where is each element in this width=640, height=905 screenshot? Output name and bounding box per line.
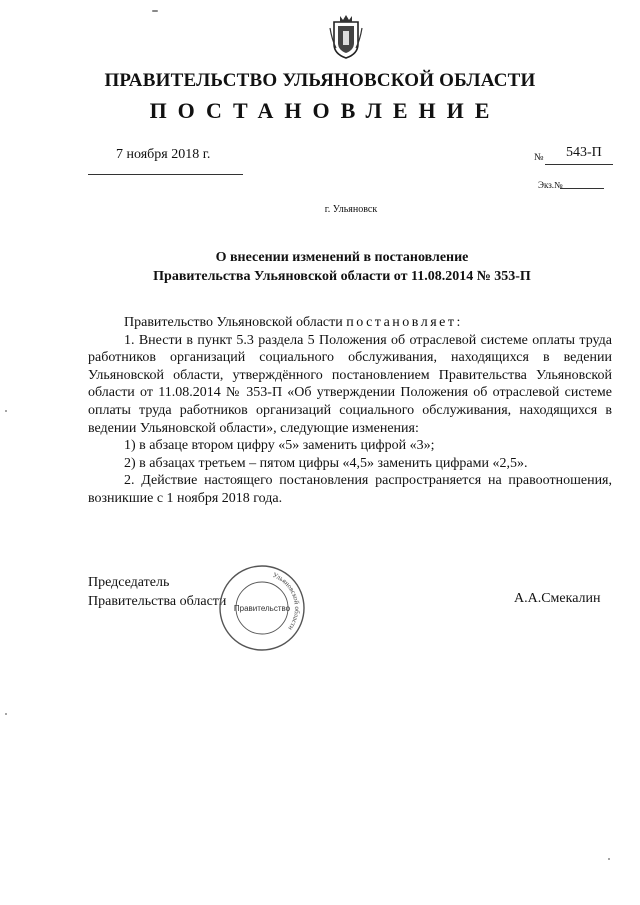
scan-speck — [5, 713, 7, 715]
scan-speck — [5, 410, 7, 412]
signatory-title — [88, 573, 226, 611]
coat-of-arms-emblem — [329, 14, 363, 60]
intro-lead: Правительство Ульяновской области — [124, 315, 343, 330]
number-label: № — [534, 152, 544, 163]
copy-number-underline — [560, 188, 604, 189]
paragraph-2: 2. Действие настоящего постановления распространяется на правоотношения, возникшие с 1 ноября 2018 года. — [88, 473, 612, 506]
document-type-heading: ПОСТАНОВЛЕНИЕ — [149, 98, 501, 123]
title-line-2: Правительства Ульяновской области от 11.08.2014 № 353-П — [153, 269, 531, 284]
paragraph-1: 1. Внести в пункт 5.3 раздела 5 Положения об отраслевой системе оплаты труда работников организаций социального обслуживания, находящихся в ведении Ульяновской области, утверждённого постановлением Правительства Ульяновской области от 11.08.2014 № 353-П «Об утверждении Положения об отраслевой системе оплаты труда работников организаций социального обслуживания, находящихся в ведении Ульяновской области», следующие изменения: — [88, 332, 612, 436]
svg-text:Ульяновской области — [271, 571, 301, 632]
document-title — [0, 248, 640, 286]
signatory-name: А.А.Смекалин — [514, 591, 601, 606]
intro-paragraph — [88, 314, 612, 332]
paragraph-1-item-1: 1) в абзаце втором цифру «5» заменить цифрой «3»; — [124, 438, 435, 454]
copy-number-label: Экз.№ — [538, 180, 563, 190]
signatory-title-line-2: Правительства области — [88, 594, 227, 609]
city-label: г. Ульяновск — [324, 204, 378, 215]
seal-ring-text: Ульяновской области — [271, 570, 302, 632]
date-underline — [88, 174, 243, 175]
official-seal-stamp — [217, 563, 307, 653]
title-line-1: О внесении изменений в постановление — [215, 250, 469, 265]
document-date: 7 ноября 2018 г. — [116, 147, 211, 162]
government-name-heading: ПРАВИТЕЛЬСТВО УЛЬЯНОВСКОЙ ОБЛАСТИ — [104, 70, 536, 91]
seal-center-text: Правительство — [233, 604, 291, 613]
scan-speck — [608, 858, 610, 860]
scan-speck — [152, 10, 158, 12]
document-number: 543-П — [566, 145, 602, 160]
document-body — [88, 314, 612, 508]
intro-resolves: постановляет: — [346, 315, 463, 330]
signatory-title-line-1: Председатель — [88, 575, 170, 590]
paragraph-1-item-2: 2) в абзацах третьем – пятом цифры «4,5» заменить цифрами «2,5». — [124, 455, 528, 471]
number-underline — [545, 164, 613, 165]
